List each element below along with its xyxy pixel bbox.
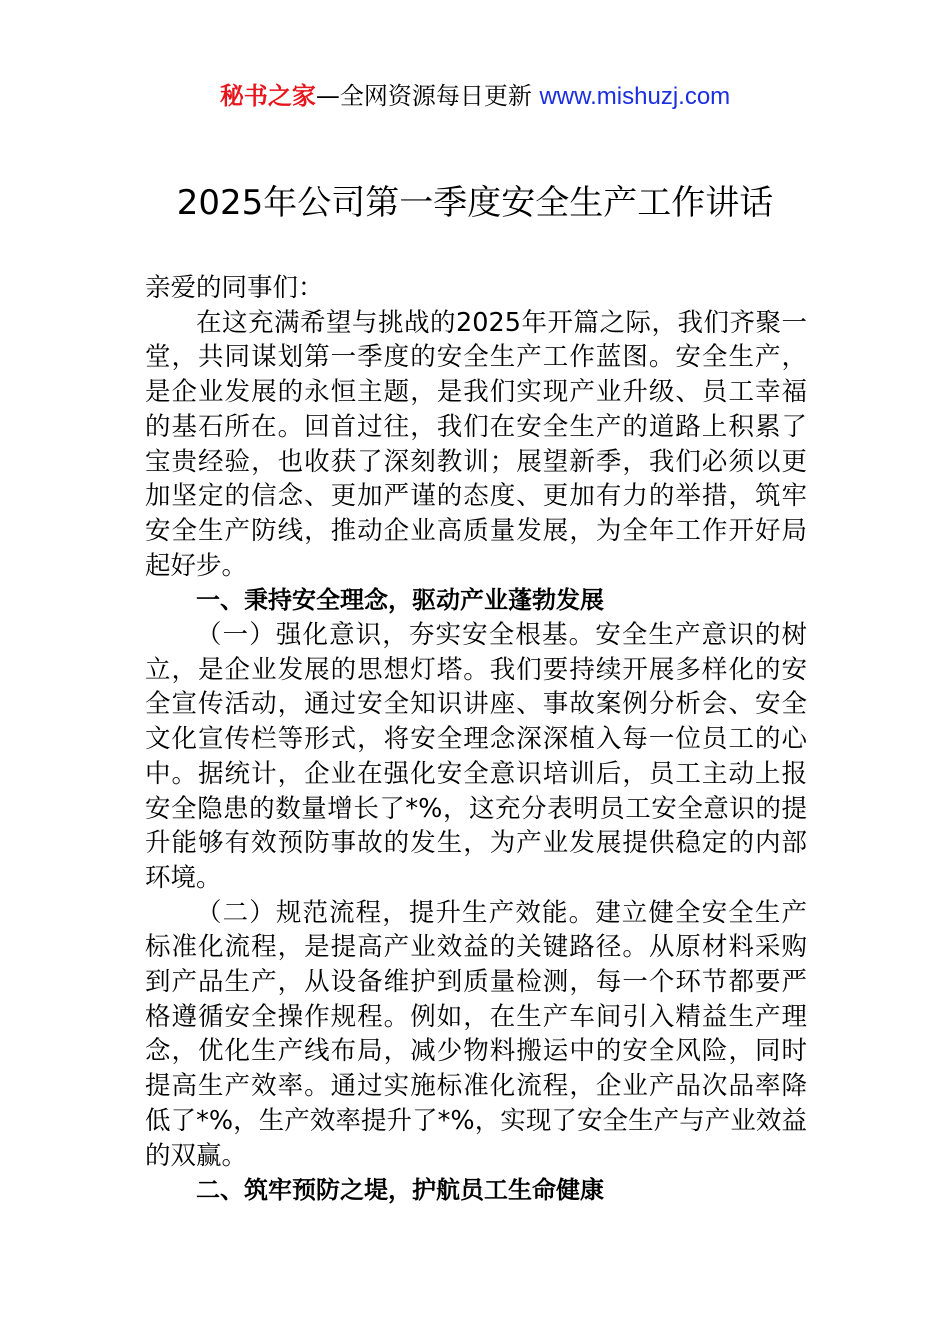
section-1-paragraph-1: （一）强化意识，夯实安全根基。安全生产意识的树立，是企业发展的思想灯塔。我们要持续开展多样化的安全宣传活动，通过安全知识讲座、事故案例分析会、安全文化宣传栏等形式，将安全理念深深植入每一位员工的心中。据统计，企业在强化安全意识培训后，员工主动上报安全隐患的数量增长了*%，这充分表明员工安全意识的提升能够有效预防事故的发生，为产业发展提供稳定的内部环境。 — [145, 620, 807, 893]
section-1-paragraph-2: （二）规范流程，提升生产效能。建立健全安全生产标准化流程，是提高产业效益的关键路径。从原材料采购到产品生产，从设备维护到质量检测，每一个环节都要严格遵循安全操作规程。例如，在生产车间引入精益生产理念，优化生产线布局，减少物料搬运中的安全风险，同时提高生产效率。通过实施标准化流程，企业产品次品率降低了*%，生产效率提升了*%，实现了安全生产与产业效益的双赢。 — [145, 897, 807, 1171]
header-slogan: —全网资源每日更新 — [315, 82, 540, 110]
intro-paragraph: 在这充满希望与挑战的2025年开篇之际，我们齐聚一堂，共同谋划第一季度的安全生产工作蓝图。安全生产，是企业发展的永恒主题，是我们实现产业升级、员工幸福的基石所在。回首过往，我们在安全生产的道路上积累了宝贵经验，也收获了深刻教训；展望新季，我们必须以更加坚定的信念、更加严谨的态度、更加有力的举措，筑牢安全生产防线，推动企业高质量发展，为全年工作开好局起好步。 — [145, 307, 807, 581]
document-body — [145, 271, 807, 1208]
site-header — [0, 80, 950, 113]
document-title: 2025年公司第一季度安全生产工作讲话 — [176, 183, 774, 223]
section-1-heading: 一、秉持安全理念，驱动产业蓬勃发展 — [196, 586, 604, 615]
section-2-heading: 二、筑牢预防之堤，护航员工生命健康 — [196, 1176, 604, 1205]
greeting: 亲爱的同事们： — [145, 273, 324, 303]
site-url: www.mishuzj.com — [539, 83, 731, 110]
brand-name: 秘书之家 — [219, 82, 316, 110]
